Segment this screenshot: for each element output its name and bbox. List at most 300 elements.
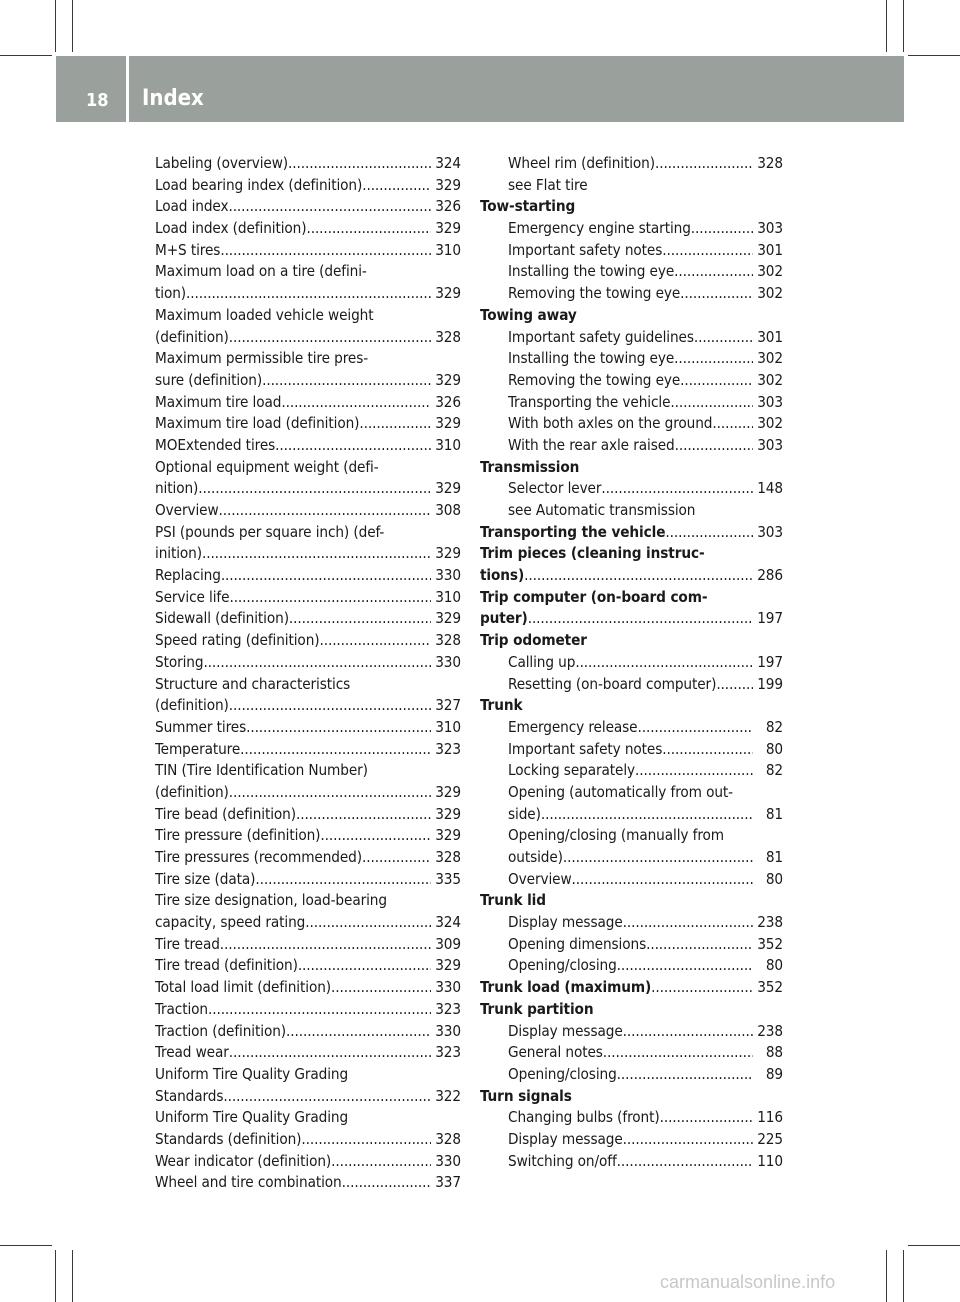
index-entry bbox=[480, 782, 783, 804]
leader-dots bbox=[288, 153, 431, 175]
index-entry bbox=[480, 869, 783, 891]
page-reference: 323 bbox=[435, 999, 461, 1018]
entry-label: Display message bbox=[508, 913, 623, 932]
entry-label: Wheel rim (definition) bbox=[508, 154, 655, 172]
entry-label: Total load limit (definition) bbox=[155, 978, 331, 997]
index-entry bbox=[155, 370, 461, 392]
page-reference: 330 bbox=[435, 1021, 461, 1040]
index-entry bbox=[155, 392, 461, 414]
index-entry bbox=[155, 1107, 461, 1129]
page-reference: 199 bbox=[757, 674, 783, 693]
index-entry bbox=[480, 1064, 783, 1086]
entry-label: Tire tread bbox=[155, 934, 220, 953]
index-entry bbox=[480, 435, 783, 457]
entry-label: Uniform Tire Quality Grading bbox=[155, 1064, 349, 1083]
leader-dots bbox=[662, 739, 753, 761]
index-entry bbox=[480, 240, 783, 262]
entry-label: Storing bbox=[155, 652, 204, 671]
leader-dots bbox=[716, 674, 753, 696]
crop-mark bbox=[0, 1245, 52, 1246]
leader-dots bbox=[635, 760, 753, 782]
index-entry bbox=[155, 261, 461, 283]
crop-mark bbox=[908, 1245, 960, 1246]
index-entry bbox=[480, 717, 783, 739]
index-entry bbox=[155, 652, 461, 674]
entry-label: Tire size (data) bbox=[155, 869, 256, 888]
entry-label: Installing the towing eye bbox=[508, 349, 675, 368]
page-reference: 329 bbox=[435, 826, 461, 845]
leader-dots bbox=[524, 565, 753, 587]
index-entry bbox=[480, 1021, 783, 1043]
page-reference: 81 bbox=[765, 804, 783, 823]
leader-dots bbox=[342, 1172, 431, 1194]
page-reference: 335 bbox=[435, 869, 461, 888]
index-entry bbox=[155, 283, 461, 305]
entry-label: Load index (definition) bbox=[155, 219, 307, 238]
index-entry bbox=[155, 847, 461, 869]
entry-label: puter) bbox=[480, 609, 528, 628]
entry-label: Trip computer (on-board com- bbox=[480, 587, 708, 606]
index-entry bbox=[480, 739, 783, 761]
index-entry bbox=[155, 912, 461, 934]
entry-label: capacity, speed rating bbox=[155, 913, 306, 932]
leader-dots bbox=[362, 175, 431, 197]
entry-label: Sidewall (definition) bbox=[155, 609, 289, 628]
entry-label: Emergency release bbox=[508, 717, 638, 736]
page-reference: 148 bbox=[757, 479, 783, 498]
entry-label: MOExtended tires bbox=[155, 435, 276, 454]
page-reference: 329 bbox=[435, 370, 461, 389]
page-reference: 303 bbox=[757, 435, 783, 454]
index-entry bbox=[480, 1129, 783, 1151]
leader-dots bbox=[665, 522, 753, 544]
page-reference: 80 bbox=[765, 739, 783, 758]
index-entry bbox=[480, 674, 783, 696]
index-entry bbox=[480, 1151, 783, 1173]
index-entry bbox=[155, 565, 461, 587]
index-heading bbox=[480, 196, 783, 218]
leader-dots bbox=[281, 392, 431, 414]
page-reference: 301 bbox=[757, 240, 783, 259]
leader-dots bbox=[603, 1042, 753, 1064]
page-reference: 329 bbox=[435, 414, 461, 433]
entry-label: Tire pressure (definition) bbox=[155, 826, 321, 845]
entry-label: see Automatic transmission bbox=[508, 501, 696, 519]
leader-dots bbox=[691, 218, 753, 240]
leader-dots bbox=[246, 717, 431, 739]
page-reference: 323 bbox=[435, 1043, 461, 1062]
entry-label: inition) bbox=[155, 544, 202, 563]
entry-label: Tread wear bbox=[155, 1043, 229, 1062]
entry-label: Labeling (overview) bbox=[155, 154, 289, 172]
index-entry bbox=[155, 522, 461, 544]
entry-label: Overview bbox=[508, 869, 572, 888]
entry-label: Standards bbox=[155, 1086, 224, 1105]
entry-label: Opening (automatically from out- bbox=[508, 782, 733, 801]
leader-dots bbox=[229, 587, 431, 609]
leader-dots bbox=[229, 695, 431, 717]
index-entry bbox=[155, 413, 461, 435]
leader-dots bbox=[275, 435, 431, 457]
watermark: carmanualsonline.info bbox=[660, 1272, 836, 1292]
index-entry bbox=[155, 175, 461, 197]
index-entry bbox=[155, 674, 461, 696]
index-entry bbox=[155, 196, 461, 218]
index-entry bbox=[480, 955, 783, 977]
entry-label: Opening dimensions bbox=[508, 934, 647, 953]
page-reference: 330 bbox=[435, 1151, 461, 1170]
page-reference: 302 bbox=[757, 414, 783, 433]
entry-label: Emergency engine starting bbox=[508, 219, 691, 238]
page-reference: 329 bbox=[435, 956, 461, 975]
entry-label: Important safety notes bbox=[508, 240, 663, 259]
entry-label: Opening/closing (manually from bbox=[508, 826, 724, 845]
leader-dots bbox=[623, 912, 753, 934]
entry-label: Display message bbox=[508, 1021, 623, 1040]
leader-dots bbox=[229, 782, 431, 804]
entry-label: Tire pressures (recommended) bbox=[155, 848, 362, 866]
index-entry bbox=[155, 825, 461, 847]
index-entry bbox=[155, 717, 461, 739]
leader-dots bbox=[575, 652, 753, 674]
entry-label: TIN (Tire Identification Number) bbox=[155, 761, 368, 780]
leader-dots bbox=[255, 869, 431, 891]
page-reference: 286 bbox=[757, 566, 783, 585]
page-reference: 352 bbox=[757, 934, 783, 953]
leader-dots bbox=[186, 283, 431, 305]
page-reference: 309 bbox=[435, 934, 461, 953]
leader-dots bbox=[359, 413, 431, 435]
entry-label: Load bearing index (definition) bbox=[155, 175, 363, 194]
page-reference: 326 bbox=[435, 392, 461, 411]
entry-label: Maximum tire load (definition) bbox=[155, 414, 360, 433]
leader-dots bbox=[617, 1151, 753, 1173]
entry-label: Tire size designation, load-bearing bbox=[155, 891, 387, 910]
page-reference: 310 bbox=[435, 587, 461, 606]
index-heading bbox=[480, 543, 783, 565]
entry-label: Selector lever bbox=[508, 479, 602, 498]
entry-label: Resetting (on-board computer) bbox=[508, 674, 717, 693]
page-reference: 329 bbox=[435, 782, 461, 801]
entry-label: Maximum loaded vehicle weight bbox=[155, 305, 374, 324]
page-reference: 329 bbox=[435, 609, 461, 628]
leader-dots bbox=[229, 1042, 431, 1064]
index-entry bbox=[155, 955, 461, 977]
index-entry bbox=[480, 1042, 783, 1064]
entry-label: Wheel and tire combination bbox=[155, 1173, 342, 1192]
page-reference: 303 bbox=[757, 219, 783, 238]
leader-dots bbox=[229, 327, 431, 349]
entry-label: Load index bbox=[155, 197, 229, 216]
index-entry bbox=[155, 327, 461, 349]
leader-dots bbox=[306, 218, 431, 240]
leader-dots bbox=[331, 1151, 431, 1173]
page-reference: 89 bbox=[765, 1064, 783, 1083]
entry-label: outside) bbox=[508, 848, 563, 866]
leader-dots bbox=[198, 478, 431, 500]
index-heading bbox=[480, 587, 783, 609]
entry-label: Important safety guidelines bbox=[508, 327, 694, 346]
leader-dots bbox=[675, 435, 753, 457]
entry-label: Towing away bbox=[480, 305, 577, 324]
leader-dots bbox=[623, 1129, 753, 1151]
crop-mark bbox=[903, 0, 904, 52]
entry-label: Transporting the vehicle bbox=[480, 522, 666, 541]
leader-dots bbox=[298, 955, 431, 977]
leader-dots bbox=[228, 196, 431, 218]
index-entry bbox=[155, 1172, 461, 1194]
crop-mark bbox=[886, 1250, 887, 1302]
page-reference: 308 bbox=[435, 501, 461, 519]
entry-label: (definition) bbox=[155, 782, 229, 801]
index-entry bbox=[155, 587, 461, 609]
page-reference: 327 bbox=[435, 696, 461, 715]
crop-mark bbox=[908, 55, 960, 56]
index-entry bbox=[155, 435, 461, 457]
index-entry bbox=[480, 934, 783, 956]
entry-label: PSI (pounds per square inch) (def- bbox=[155, 522, 385, 541]
index-entry bbox=[480, 847, 783, 869]
index-entry bbox=[155, 543, 461, 565]
page-reference: 329 bbox=[435, 219, 461, 238]
entry-label: Speed rating (definition) bbox=[155, 631, 320, 650]
index-entry bbox=[480, 478, 783, 500]
crop-mark bbox=[0, 55, 52, 56]
entry-label: Trunk lid bbox=[480, 891, 546, 910]
entry-label: Turn signals bbox=[480, 1086, 572, 1105]
leader-dots bbox=[670, 392, 753, 414]
entry-label: Display message bbox=[508, 1129, 623, 1148]
crop-mark bbox=[886, 0, 887, 52]
index-entry bbox=[480, 261, 783, 283]
entry-label: Calling up bbox=[508, 652, 576, 671]
page-reference: 82 bbox=[765, 761, 783, 780]
leader-dots bbox=[637, 717, 753, 739]
entry-label: Structure and characteristics bbox=[155, 674, 351, 693]
index-entry bbox=[155, 934, 461, 956]
page-reference: 302 bbox=[757, 370, 783, 389]
entry-label: Maximum load on a tire (defini- bbox=[155, 262, 367, 281]
page-reference: 82 bbox=[765, 717, 783, 736]
leader-dots bbox=[286, 1021, 431, 1043]
index-column-left bbox=[155, 153, 461, 1194]
leader-dots bbox=[221, 565, 431, 587]
index-entry bbox=[480, 652, 783, 674]
index-entry bbox=[155, 153, 461, 175]
entry-label: Replacing bbox=[155, 566, 221, 585]
page-reference: 323 bbox=[435, 739, 461, 758]
entry-label: Transporting the vehicle bbox=[508, 392, 671, 411]
entry-label: tions) bbox=[480, 566, 525, 585]
entry-label: Switching on/off bbox=[508, 1151, 617, 1170]
entry-label: Changing bulbs (front) bbox=[508, 1108, 660, 1127]
index-entry bbox=[155, 478, 461, 500]
leader-dots bbox=[301, 1129, 431, 1151]
entry-label: Trunk load (maximum) bbox=[480, 978, 652, 997]
entry-label: nition) bbox=[155, 479, 199, 498]
leader-dots bbox=[320, 825, 431, 847]
page-reference: 301 bbox=[757, 327, 783, 346]
entry-label: sure (definition) bbox=[155, 370, 263, 389]
index-entry bbox=[480, 500, 783, 522]
index-entry bbox=[155, 457, 461, 479]
entry-label: see Flat tire bbox=[508, 175, 588, 194]
page-reference: 197 bbox=[757, 609, 783, 628]
page-reference: 324 bbox=[435, 154, 461, 172]
index-entry bbox=[480, 825, 783, 847]
index-entry bbox=[480, 348, 783, 370]
index-heading bbox=[480, 695, 783, 717]
entry-label: Trunk bbox=[480, 696, 523, 715]
index-entry bbox=[480, 153, 783, 175]
crop-mark bbox=[55, 1250, 56, 1302]
leader-dots bbox=[655, 153, 753, 175]
index-entry bbox=[155, 240, 461, 262]
page-reference: 238 bbox=[757, 1021, 783, 1040]
leader-dots bbox=[660, 1107, 753, 1129]
index-entry bbox=[480, 218, 783, 240]
entry-label: Tow-starting bbox=[480, 197, 576, 216]
index-heading bbox=[480, 999, 783, 1021]
page-reference: 326 bbox=[435, 197, 461, 216]
leader-dots bbox=[219, 500, 431, 522]
leader-dots bbox=[623, 1021, 753, 1043]
index-entry bbox=[480, 283, 783, 305]
leader-dots bbox=[680, 283, 753, 305]
index-entry bbox=[155, 608, 461, 630]
page-reference: 330 bbox=[435, 652, 461, 671]
index-entry bbox=[155, 760, 461, 782]
entry-label: Maximum tire load bbox=[155, 392, 282, 411]
entry-label: Removing the towing eye bbox=[508, 370, 681, 389]
page-reference: 197 bbox=[757, 652, 783, 671]
leader-dots bbox=[694, 327, 753, 349]
entry-label: Removing the towing eye bbox=[508, 284, 681, 303]
index-entry bbox=[155, 348, 461, 370]
entry-label: Maximum permissible tire pres- bbox=[155, 349, 369, 368]
entry-label: General notes bbox=[508, 1043, 603, 1062]
page-reference: 81 bbox=[765, 848, 783, 866]
entry-label: Optional equipment weight (defi- bbox=[155, 457, 379, 476]
entry-label: Installing the towing eye bbox=[508, 262, 675, 281]
page-reference: 352 bbox=[757, 978, 783, 997]
page-reference: 329 bbox=[435, 479, 461, 498]
index-heading bbox=[480, 522, 783, 544]
index-entry bbox=[480, 1107, 783, 1129]
entry-label: Standards (definition) bbox=[155, 1129, 302, 1148]
index-entry bbox=[155, 1129, 461, 1151]
page-reference: 324 bbox=[435, 913, 461, 932]
leader-dots bbox=[220, 240, 431, 262]
leader-dots bbox=[289, 608, 431, 630]
page-reference: 330 bbox=[435, 566, 461, 585]
index-entry bbox=[155, 1042, 461, 1064]
page-reference: 330 bbox=[435, 978, 461, 997]
entry-label: Traction (definition) bbox=[155, 1021, 286, 1040]
entry-label: Transmission bbox=[480, 457, 580, 476]
page-reference: 328 bbox=[435, 848, 461, 866]
page-reference: 328 bbox=[435, 1129, 461, 1148]
index-entry bbox=[155, 739, 461, 761]
page-reference: 310 bbox=[435, 435, 461, 454]
index-entry bbox=[155, 500, 461, 522]
index-entry bbox=[155, 1064, 461, 1086]
index-entry bbox=[155, 1086, 461, 1108]
page-reference: 310 bbox=[435, 240, 461, 259]
index-entry bbox=[155, 999, 461, 1021]
leader-dots bbox=[319, 630, 431, 652]
leader-dots bbox=[651, 977, 753, 999]
index-heading bbox=[480, 977, 783, 999]
entry-label: Tire tread (definition) bbox=[155, 956, 298, 975]
index-entry bbox=[480, 804, 783, 826]
index-entry bbox=[155, 782, 461, 804]
page-reference: 302 bbox=[757, 284, 783, 303]
index-entry bbox=[155, 890, 461, 912]
crop-mark bbox=[55, 0, 56, 52]
index-entry bbox=[480, 327, 783, 349]
entry-label: Important safety notes bbox=[508, 739, 663, 758]
entry-label: Locking separately bbox=[508, 761, 636, 780]
page-reference: 80 bbox=[765, 956, 783, 975]
leader-dots bbox=[617, 955, 753, 977]
entry-label: Trunk partition bbox=[480, 999, 594, 1018]
page-reference: 238 bbox=[757, 913, 783, 932]
page-reference: 302 bbox=[757, 262, 783, 281]
crop-mark bbox=[72, 1250, 73, 1302]
index-entry bbox=[155, 218, 461, 240]
index-entry bbox=[155, 1021, 461, 1043]
index-entry bbox=[480, 392, 783, 414]
leader-dots bbox=[202, 543, 431, 565]
leader-dots bbox=[674, 348, 753, 370]
index-entry bbox=[480, 175, 783, 197]
page-reference: 110 bbox=[757, 1151, 783, 1170]
leader-dots bbox=[296, 804, 431, 826]
index-entry bbox=[480, 912, 783, 934]
index-entry bbox=[480, 413, 783, 435]
page-reference: 329 bbox=[435, 175, 461, 194]
leader-dots bbox=[262, 370, 431, 392]
page-reference: 329 bbox=[435, 544, 461, 563]
page-reference: 225 bbox=[757, 1129, 783, 1148]
leader-dots bbox=[240, 739, 431, 761]
leader-dots bbox=[680, 370, 753, 392]
entry-label: Uniform Tire Quality Grading bbox=[155, 1108, 349, 1127]
entry-label: With both axles on the ground bbox=[508, 414, 713, 433]
page-reference: 337 bbox=[435, 1173, 461, 1192]
leader-dots bbox=[331, 977, 431, 999]
index-heading bbox=[480, 890, 783, 912]
entry-label: With the rear axle raised bbox=[508, 435, 675, 454]
index-heading bbox=[480, 305, 783, 327]
leader-dots bbox=[572, 869, 753, 891]
index-heading bbox=[480, 630, 783, 652]
leader-dots bbox=[563, 847, 753, 869]
index-entry bbox=[155, 869, 461, 891]
entry-label: Traction bbox=[155, 999, 208, 1018]
page-reference: 329 bbox=[435, 284, 461, 303]
page-reference: 328 bbox=[757, 154, 783, 172]
entry-label: Service life bbox=[155, 587, 230, 606]
leader-dots bbox=[541, 804, 753, 826]
entry-label: Temperature bbox=[155, 739, 241, 758]
leader-dots bbox=[223, 1086, 431, 1108]
page-reference: 322 bbox=[435, 1086, 461, 1105]
leader-dots bbox=[662, 240, 753, 262]
page-reference: 116 bbox=[757, 1108, 783, 1127]
page-number: 18 bbox=[86, 90, 109, 111]
